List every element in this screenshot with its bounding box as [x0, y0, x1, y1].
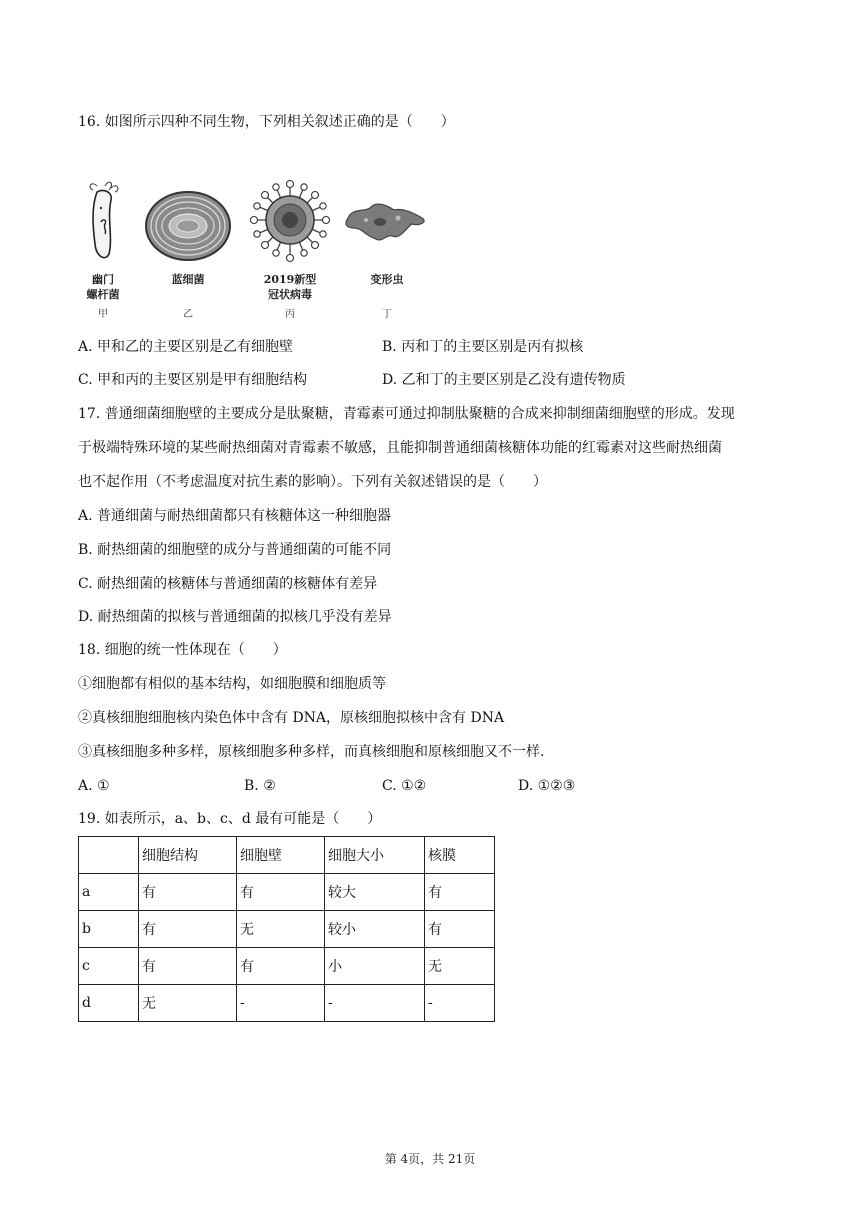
figure-label-bing-line1: 2019新型 [263, 273, 317, 286]
table-cell: 有 [425, 911, 495, 948]
figure-tag-yi: 乙 [183, 309, 193, 320]
figure-tag-ding: 丁 [382, 309, 392, 320]
table-header-cell: 核膜 [425, 837, 495, 874]
figure-label-ding-line2 [342, 287, 432, 302]
table-cell: 较大 [325, 874, 425, 911]
table-cell: 无 [139, 985, 237, 1022]
figure-label-yi-line2 [142, 287, 234, 302]
table-header-cell: 细胞大小 [325, 837, 425, 874]
figure-item-bing [248, 178, 332, 322]
table-header-row [79, 837, 495, 874]
question-17-stem-line3: 也不起作用（不考虑温度对抗生素的影响）。下列有关叙述错误的是（ ） [78, 474, 547, 490]
question-17-stem-line2: 于极端特殊环境的某些耐热细菌对青霉素不敏感，且能抑制普通细菌核糖体功能的红霉素对这些耐热细菌 [78, 440, 722, 456]
figure-label-jia-line1: 幽门 [92, 273, 114, 286]
table-cell: - [237, 985, 325, 1022]
question-17-option-a: A. 普通细菌与耐热细菌都只有核糖体这一种细胞器 [78, 508, 392, 524]
question-18-item-3: ③真核细胞多种多样，原核细胞多种多样，而真核细胞和原核细胞又不一样. [78, 744, 545, 760]
question-18-option-b: B. ② [244, 778, 276, 794]
amoeba-icon [342, 178, 432, 268]
question-16-figure [78, 178, 448, 324]
question-18-item-2: ②真核细胞细胞核内染色体中含有 DNA，原核细胞拟核中含有 DNA [78, 710, 505, 726]
table-row [79, 911, 495, 948]
table-cell: 有 [139, 911, 237, 948]
question-17-stem-line1: 17. 普通细菌细胞壁的主要成分是肽聚糖，青霉素可通过抑制肽聚糖的合成来抑制细菌细胞壁的形成。发现 [78, 406, 735, 422]
question-19-table [78, 836, 495, 1022]
figure-item-yi [142, 178, 234, 322]
table-header-cell: 细胞壁 [237, 837, 325, 874]
figure-item-ding [342, 178, 432, 322]
table-cell: 无 [237, 911, 325, 948]
table-cell: 有 [425, 874, 495, 911]
table-cell: 有 [139, 948, 237, 985]
table-cell: a [79, 874, 139, 911]
question-17-option-b: B. 耐热细菌的细胞壁的成分与普通细菌的可能不同 [78, 542, 392, 558]
table-header-cell [79, 837, 139, 874]
question-16-stem: 16. 如图所示四种不同生物，下列相关叙述正确的是（ ） [78, 114, 455, 130]
figure-tag-bing: 丙 [285, 309, 295, 320]
table-cell: c [79, 948, 139, 985]
helicobacter-icon [83, 178, 123, 268]
question-18-item-1: ①细胞都有相似的基本结构，如细胞膜和细胞质等 [78, 676, 386, 692]
question-18-option-c: C. ①② [382, 778, 427, 794]
question-19-stem: 19. 如表所示，a、b、c、d 最有可能是（ ） [78, 811, 382, 827]
table-row [79, 874, 495, 911]
table-cell: b [79, 911, 139, 948]
question-18-option-a: A. ① [78, 778, 110, 794]
question-17-option-c: C. 耐热细菌的核糖体与普通细菌的核糖体有差异 [78, 576, 378, 592]
table-cell: - [425, 985, 495, 1022]
figure-item-jia [78, 178, 128, 322]
question-18-stem: 18. 细胞的统一性体现在（ ） [78, 642, 287, 658]
figure-label-yi-line1: 蓝细菌 [171, 273, 205, 286]
table-row [79, 985, 495, 1022]
table-row [79, 948, 495, 985]
coronavirus-icon [248, 178, 332, 268]
question-17-option-d: D. 耐热细菌的拟核与普通细菌的拟核几乎没有差异 [78, 609, 392, 625]
figure-label-bing-line2: 冠状病毒 [268, 288, 312, 301]
table-cell: - [325, 985, 425, 1022]
cyanobacteria-icon [142, 178, 234, 268]
table-cell: 较小 [325, 911, 425, 948]
figure-label-jia-line2: 螺杆菌 [86, 288, 120, 301]
table-cell: 有 [237, 874, 325, 911]
question-16-option-a: A. 甲和乙的主要区别是乙有细胞壁 [78, 339, 294, 355]
table-cell: d [79, 985, 139, 1022]
question-18-option-d: D. ①②③ [518, 778, 576, 794]
question-16-option-b: B. 丙和丁的主要区别是丙有拟核 [382, 339, 584, 355]
table-header-cell: 细胞结构 [139, 837, 237, 874]
question-16-option-d: D. 乙和丁的主要区别是乙没有遗传物质 [382, 372, 626, 388]
table-cell: 有 [237, 948, 325, 985]
table-cell: 有 [139, 874, 237, 911]
figure-label-ding-line1: 变形虫 [370, 273, 404, 286]
question-16-option-c: C. 甲和丙的主要区别是甲有细胞结构 [78, 372, 308, 388]
table-cell: 无 [425, 948, 495, 985]
table-cell: 小 [325, 948, 425, 985]
figure-tag-jia: 甲 [98, 309, 108, 320]
page-footer: 第 4页，共 21页 [384, 1152, 476, 1166]
